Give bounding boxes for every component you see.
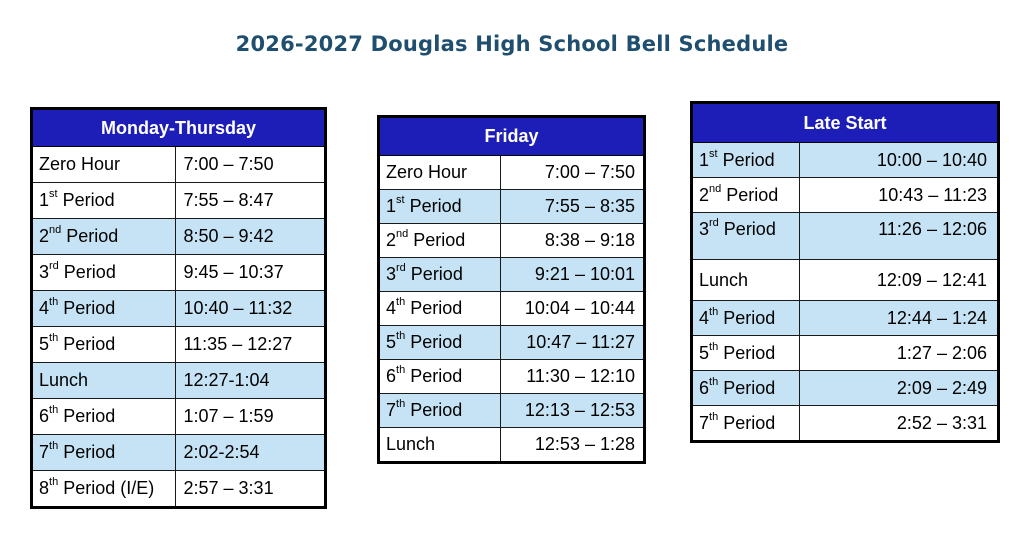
schedule-header: Monday-Thursday bbox=[33, 110, 324, 147]
table-row bbox=[33, 255, 324, 291]
period-label: Lunch bbox=[380, 428, 500, 462]
period-label: 6th Period bbox=[33, 399, 175, 435]
table-row bbox=[380, 292, 643, 326]
table-row bbox=[693, 143, 997, 178]
table-row bbox=[693, 178, 997, 213]
schedule-monday-thursday bbox=[30, 107, 327, 509]
period-label: 4th Period bbox=[33, 291, 175, 327]
period-label: 1st Period bbox=[380, 190, 500, 224]
period-label: Zero Hour bbox=[386, 162, 468, 182]
page-title: 2026-2027 Douglas High School Bell Schedule bbox=[235, 32, 789, 56]
period-label: 5th Period bbox=[33, 327, 175, 363]
period-time: 11:30 – 12:10 bbox=[500, 360, 643, 394]
table-row bbox=[33, 471, 324, 507]
period-time: 9:45 – 10:37 bbox=[175, 255, 324, 291]
period-time: 7:55 – 8:47 bbox=[175, 183, 324, 219]
period-label: 3rd Period bbox=[380, 258, 500, 292]
period-time: 11:35 – 12:27 bbox=[175, 327, 324, 363]
period-time: 12:44 – 1:24 bbox=[799, 301, 997, 336]
period-label: 5th Period bbox=[380, 326, 500, 360]
table-row bbox=[33, 399, 324, 435]
table-row bbox=[693, 371, 997, 406]
period-label: 4th Period bbox=[380, 292, 500, 326]
table-row bbox=[33, 147, 324, 183]
table-row bbox=[693, 213, 997, 260]
table-row bbox=[380, 360, 643, 394]
table-row bbox=[33, 183, 324, 219]
period-label: 7th Period bbox=[33, 435, 175, 471]
table-row bbox=[33, 363, 324, 399]
period-time: 10:40 – 11:32 bbox=[175, 291, 324, 327]
table-row bbox=[33, 327, 324, 363]
period-time: 12:53 – 1:28 bbox=[500, 428, 643, 462]
period-time: 2:02-2:54 bbox=[175, 435, 324, 471]
period-time: 12:09 – 12:41 bbox=[799, 260, 997, 301]
period-label: 7th Period bbox=[380, 394, 500, 428]
period-time: 7:00 – 7:50 bbox=[500, 156, 643, 190]
period-label: Zero Hour bbox=[39, 154, 121, 174]
schedule-table bbox=[33, 110, 324, 506]
period-time: 7:00 – 7:50 bbox=[175, 147, 324, 183]
period-label: 6th Period bbox=[380, 360, 500, 394]
schedule-header: Late Start bbox=[693, 104, 997, 143]
period-time: 8:50 – 9:42 bbox=[175, 219, 324, 255]
period-time: 12:13 – 12:53 bbox=[500, 394, 643, 428]
table-row bbox=[380, 394, 643, 428]
period-time: 10:04 – 10:44 bbox=[500, 292, 643, 326]
period-time: 7:55 – 8:35 bbox=[500, 190, 643, 224]
period-time: 10:47 – 11:27 bbox=[500, 326, 643, 360]
period-label: 2nd Period bbox=[693, 178, 799, 213]
schedule-friday bbox=[377, 115, 646, 464]
table-row bbox=[693, 336, 997, 371]
period-label: Lunch bbox=[693, 260, 799, 301]
period-time: 10:00 – 10:40 bbox=[799, 143, 997, 178]
period-label: 4th Period bbox=[693, 301, 799, 336]
schedule-late-start bbox=[690, 101, 1000, 443]
period-label: 5th Period bbox=[693, 336, 799, 371]
table-row bbox=[693, 406, 997, 441]
schedule-table bbox=[380, 118, 643, 461]
period-time: 1:27 – 2:06 bbox=[799, 336, 997, 371]
period-label: 7th Period bbox=[693, 406, 799, 441]
table-row bbox=[33, 219, 324, 255]
period-time: 9:21 – 10:01 bbox=[500, 258, 643, 292]
table-row bbox=[33, 435, 324, 471]
period-time: 12:27-1:04 bbox=[175, 363, 324, 399]
period-time: 10:43 – 11:23 bbox=[799, 178, 997, 213]
table-row bbox=[380, 258, 643, 292]
period-label: 3rd Period bbox=[693, 213, 799, 260]
period-label: Lunch bbox=[33, 363, 175, 399]
table-row bbox=[33, 291, 324, 327]
period-label: 1st Period bbox=[33, 183, 175, 219]
table-row bbox=[380, 156, 643, 190]
period-label: 6th Period bbox=[693, 371, 799, 406]
period-label: 3rd Period bbox=[33, 255, 175, 291]
table-row bbox=[380, 224, 643, 258]
period-time: 1:07 – 1:59 bbox=[175, 399, 324, 435]
period-label: 8th Period (I/E) bbox=[33, 471, 175, 507]
table-row bbox=[380, 190, 643, 224]
period-time: 8:38 – 9:18 bbox=[500, 224, 643, 258]
table-row bbox=[380, 428, 643, 462]
schedule-table bbox=[693, 104, 997, 440]
period-time: 2:57 – 3:31 bbox=[175, 471, 324, 507]
period-label: 2nd Period bbox=[33, 219, 175, 255]
table-row bbox=[693, 301, 997, 336]
period-time: 11:26 – 12:06 bbox=[799, 213, 997, 260]
period-time: 2:52 – 3:31 bbox=[799, 406, 997, 441]
period-label: 1st Period bbox=[693, 143, 799, 178]
table-row bbox=[693, 260, 997, 301]
schedule-header: Friday bbox=[380, 118, 643, 156]
period-label: 2nd Period bbox=[380, 224, 500, 258]
table-row bbox=[380, 326, 643, 360]
period-time: 2:09 – 2:49 bbox=[799, 371, 997, 406]
